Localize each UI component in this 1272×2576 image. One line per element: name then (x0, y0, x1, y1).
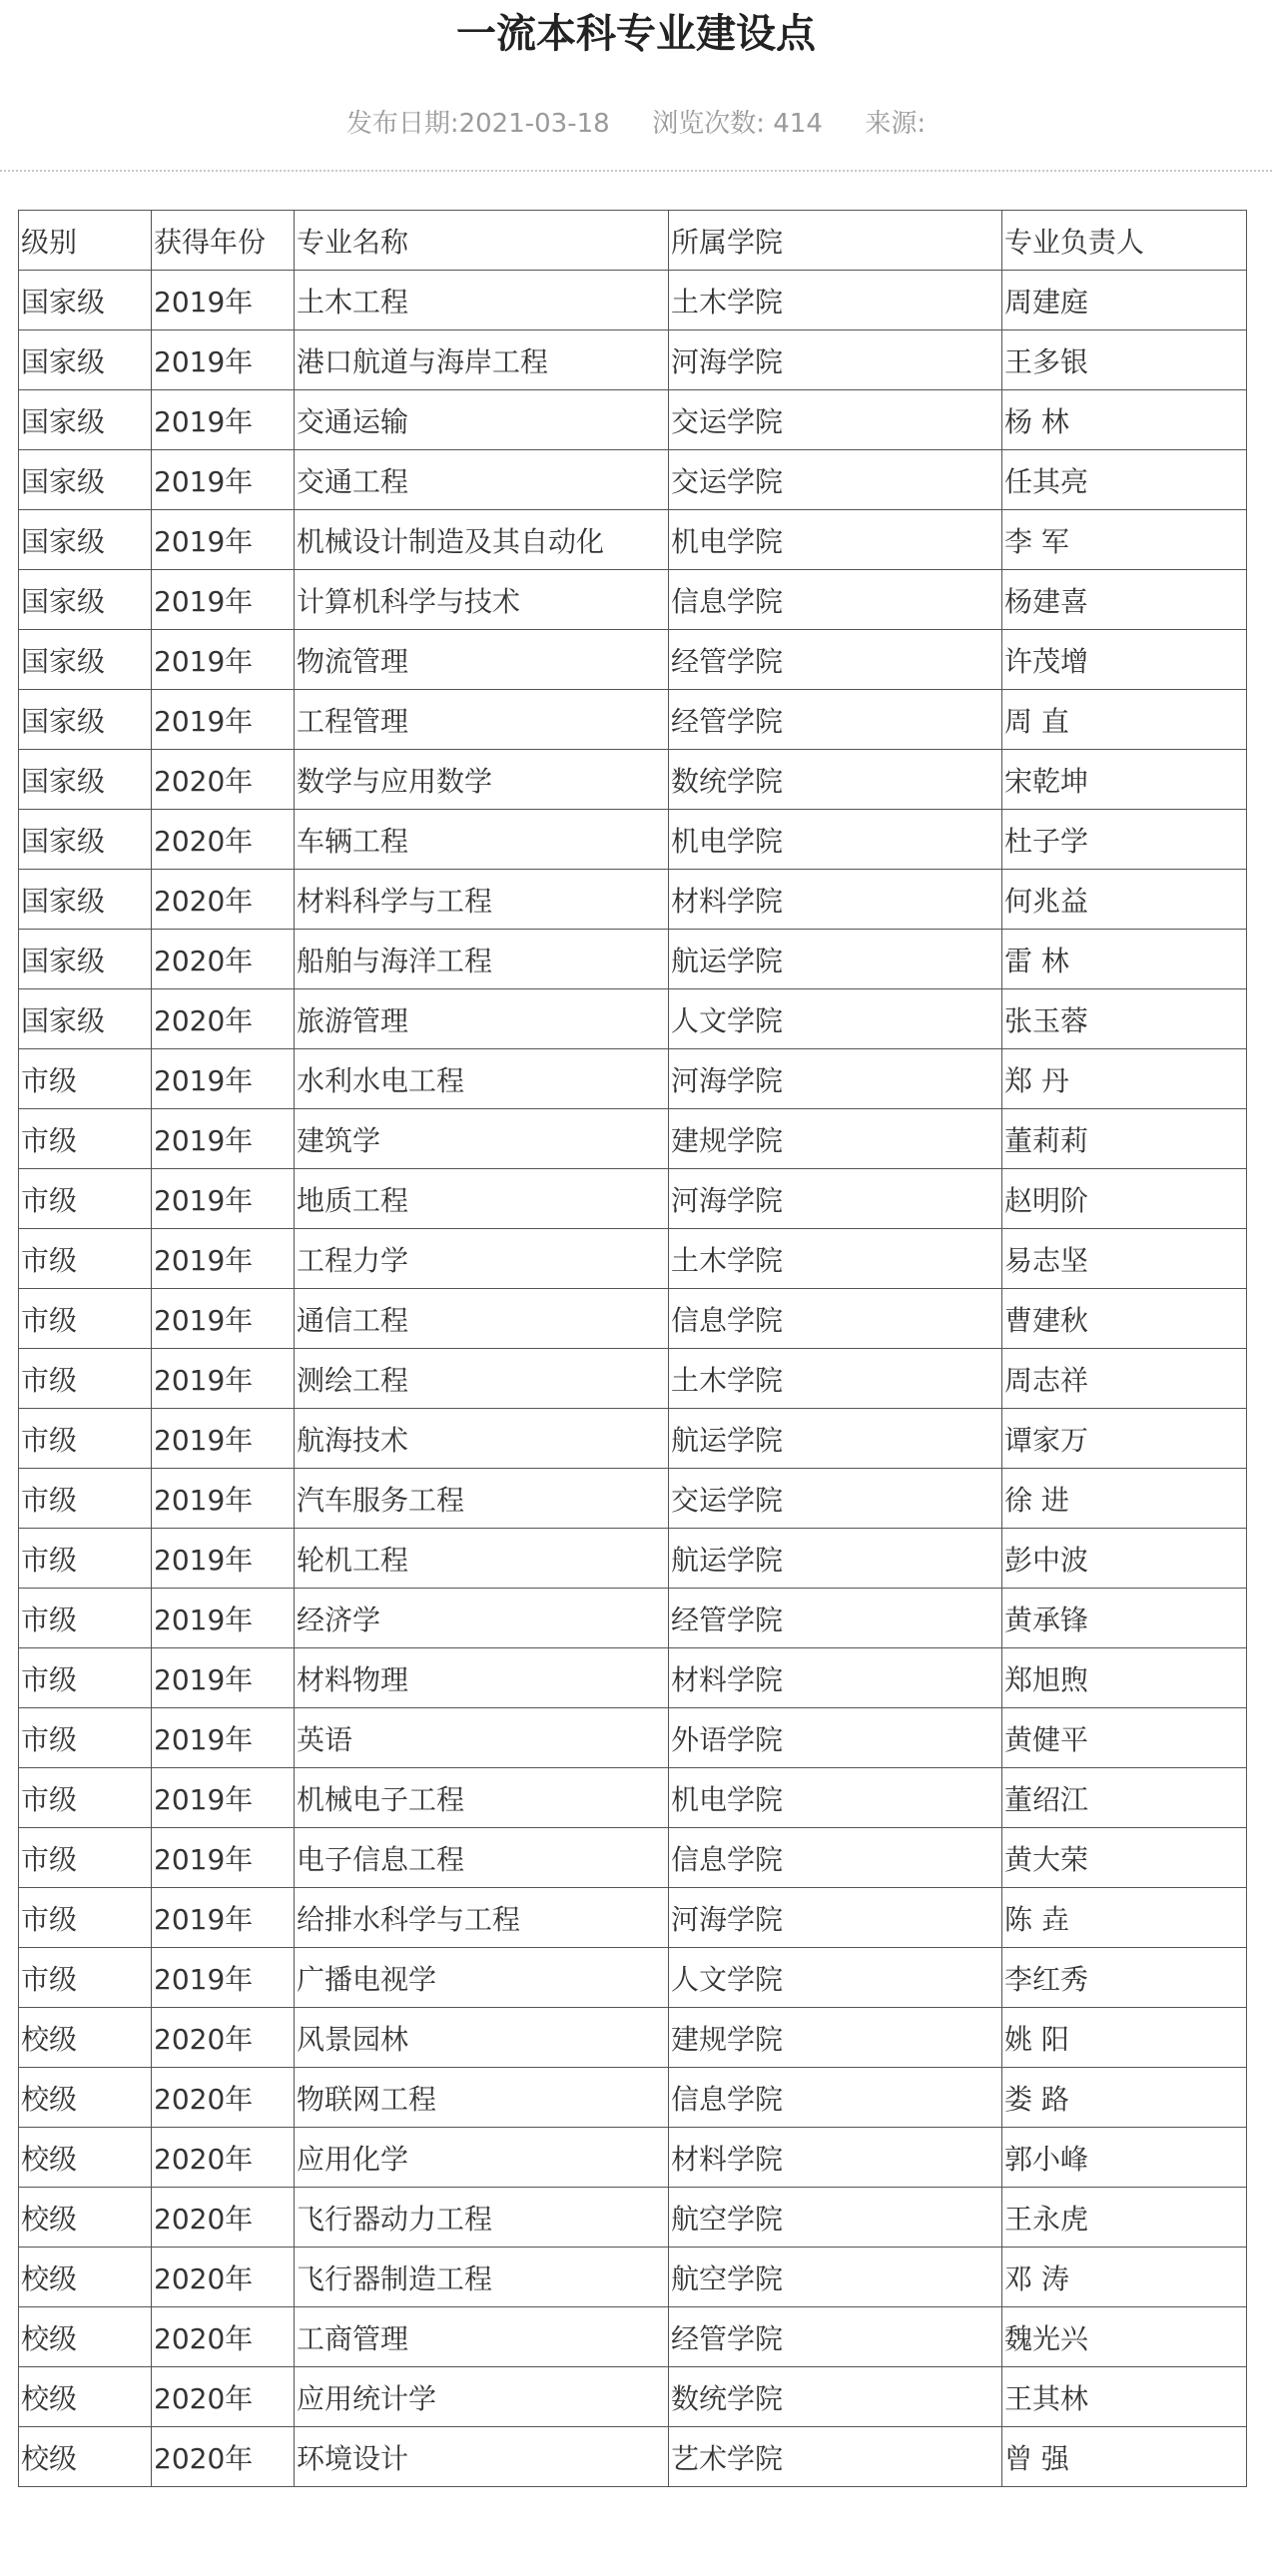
table-row (19, 1109, 1247, 1169)
cell-major: 地质工程 (295, 1169, 669, 1229)
cell-major: 计算机科学与技术 (295, 570, 669, 630)
cell-level: 市级 (19, 1229, 152, 1289)
cell-leader: 周建庭 (1002, 271, 1247, 330)
cell-level: 市级 (19, 1169, 152, 1229)
cell-college: 机电学院 (669, 810, 1002, 870)
cell-level: 校级 (19, 2248, 152, 2307)
cell-college: 建规学院 (669, 1109, 1002, 1169)
cell-year: 2019年 (152, 1469, 295, 1529)
cell-level: 市级 (19, 1888, 152, 1948)
cell-college: 交运学院 (669, 390, 1002, 450)
cell-level: 市级 (19, 1349, 152, 1409)
cell-year: 2020年 (152, 2427, 295, 2487)
cell-college: 经管学院 (669, 2307, 1002, 2367)
table-row (19, 450, 1247, 510)
cell-year: 2019年 (152, 450, 295, 510)
header-divider (0, 170, 1272, 172)
cell-level: 校级 (19, 2427, 152, 2487)
cell-level: 国家级 (19, 271, 152, 330)
cell-year: 2019年 (152, 1768, 295, 1828)
table-row (19, 1589, 1247, 1648)
cell-leader: 雷 林 (1002, 930, 1247, 989)
table-row (19, 2188, 1247, 2248)
cell-college: 经管学院 (669, 630, 1002, 690)
cell-leader: 任其亮 (1002, 450, 1247, 510)
cell-major: 旅游管理 (295, 989, 669, 1049)
cell-college: 外语学院 (669, 1708, 1002, 1768)
cell-level: 国家级 (19, 690, 152, 750)
cell-major: 材料科学与工程 (295, 870, 669, 930)
cell-level: 市级 (19, 1469, 152, 1529)
cell-year: 2019年 (152, 570, 295, 630)
table-row (19, 810, 1247, 870)
view-count: 414 (773, 109, 823, 139)
column-header-college: 所属学院 (669, 211, 1002, 271)
table-row (19, 1049, 1247, 1109)
cell-year: 2020年 (152, 930, 295, 989)
cell-major: 给排水科学与工程 (295, 1888, 669, 1948)
cell-year: 2020年 (152, 2307, 295, 2367)
cell-year: 2019年 (152, 271, 295, 330)
cell-major: 测绘工程 (295, 1349, 669, 1409)
table-row (19, 330, 1247, 390)
cell-college: 河海学院 (669, 1888, 1002, 1948)
cell-college: 建规学院 (669, 2008, 1002, 2068)
table-row (19, 390, 1247, 450)
publish-date-label: 发布日期: (345, 109, 459, 139)
cell-major: 机械电子工程 (295, 1768, 669, 1828)
cell-college: 航空学院 (669, 2188, 1002, 2248)
cell-major: 车辆工程 (295, 810, 669, 870)
table-row (19, 2307, 1247, 2367)
cell-year: 2019年 (152, 1109, 295, 1169)
table-row (19, 2427, 1247, 2487)
table-row (19, 2248, 1247, 2307)
cell-level: 国家级 (19, 930, 152, 989)
cell-leader: 李红秀 (1002, 1948, 1247, 2008)
cell-leader: 李 军 (1002, 510, 1247, 570)
table-body (19, 271, 1247, 2487)
cell-leader: 王永虎 (1002, 2188, 1247, 2248)
cell-level: 校级 (19, 2128, 152, 2188)
table-row (19, 930, 1247, 989)
table-row (19, 989, 1247, 1049)
cell-major: 应用统计学 (295, 2367, 669, 2427)
table-row (19, 1828, 1247, 1888)
cell-year: 2020年 (152, 2188, 295, 2248)
cell-leader: 王多银 (1002, 330, 1247, 390)
cell-level: 校级 (19, 2307, 152, 2367)
cell-year: 2019年 (152, 390, 295, 450)
cell-level: 市级 (19, 1589, 152, 1648)
cell-leader: 邓 涛 (1002, 2248, 1247, 2307)
cell-level: 国家级 (19, 810, 152, 870)
cell-college: 航运学院 (669, 930, 1002, 989)
cell-college: 河海学院 (669, 1169, 1002, 1229)
cell-level: 校级 (19, 2068, 152, 2128)
cell-college: 航运学院 (669, 1529, 1002, 1589)
column-header-leader: 专业负责人 (1002, 211, 1247, 271)
cell-major: 汽车服务工程 (295, 1469, 669, 1529)
cell-college: 材料学院 (669, 870, 1002, 930)
cell-leader: 宋乾坤 (1002, 750, 1247, 810)
cell-level: 市级 (19, 1529, 152, 1589)
cell-leader: 张玉蓉 (1002, 989, 1247, 1049)
cell-college: 土木学院 (669, 1229, 1002, 1289)
cell-leader: 董绍江 (1002, 1768, 1247, 1828)
cell-leader: 郑 丹 (1002, 1049, 1247, 1109)
cell-college: 河海学院 (669, 330, 1002, 390)
table-row (19, 750, 1247, 810)
cell-major: 港口航道与海岸工程 (295, 330, 669, 390)
cell-college: 交运学院 (669, 1469, 1002, 1529)
cell-major: 交通工程 (295, 450, 669, 510)
cell-college: 人文学院 (669, 1948, 1002, 2008)
cell-leader: 谭家万 (1002, 1409, 1247, 1469)
cell-major: 广播电视学 (295, 1948, 669, 2008)
cell-college: 土木学院 (669, 1349, 1002, 1409)
cell-level: 市级 (19, 1828, 152, 1888)
cell-level: 国家级 (19, 390, 152, 450)
cell-year: 2020年 (152, 870, 295, 930)
cell-college: 经管学院 (669, 690, 1002, 750)
cell-level: 国家级 (19, 989, 152, 1049)
majors-table (18, 210, 1247, 2487)
cell-leader: 曹建秋 (1002, 1289, 1247, 1349)
table-row (19, 1648, 1247, 1708)
cell-leader: 徐 进 (1002, 1469, 1247, 1529)
table-row (19, 510, 1247, 570)
cell-college: 材料学院 (669, 1648, 1002, 1708)
cell-college: 经管学院 (669, 1589, 1002, 1648)
cell-major: 风景园林 (295, 2008, 669, 2068)
cell-year: 2019年 (152, 1648, 295, 1708)
cell-leader: 杜子学 (1002, 810, 1247, 870)
cell-year: 2019年 (152, 330, 295, 390)
cell-level: 国家级 (19, 750, 152, 810)
cell-leader: 姚 阳 (1002, 2008, 1247, 2068)
cell-leader: 周 直 (1002, 690, 1247, 750)
table-row (19, 2068, 1247, 2128)
cell-level: 市级 (19, 1768, 152, 1828)
cell-year: 2019年 (152, 1948, 295, 2008)
cell-college: 信息学院 (669, 1828, 1002, 1888)
cell-college: 信息学院 (669, 2068, 1002, 2128)
table-row (19, 1768, 1247, 1828)
cell-level: 市级 (19, 1049, 152, 1109)
cell-major: 建筑学 (295, 1109, 669, 1169)
cell-year: 2020年 (152, 750, 295, 810)
table-row (19, 1888, 1247, 1948)
cell-leader: 陈 垚 (1002, 1888, 1247, 1948)
cell-year: 2019年 (152, 1828, 295, 1888)
cell-college: 材料学院 (669, 2128, 1002, 2188)
cell-major: 轮机工程 (295, 1529, 669, 1589)
cell-level: 国家级 (19, 330, 152, 390)
cell-level: 市级 (19, 1409, 152, 1469)
cell-major: 数学与应用数学 (295, 750, 669, 810)
cell-college: 信息学院 (669, 570, 1002, 630)
cell-year: 2019年 (152, 1049, 295, 1109)
cell-major: 机械设计制造及其自动化 (295, 510, 669, 570)
cell-major: 工商管理 (295, 2307, 669, 2367)
column-header-major: 专业名称 (295, 211, 669, 271)
cell-year: 2020年 (152, 989, 295, 1049)
cell-college: 航空学院 (669, 2248, 1002, 2307)
cell-year: 2019年 (152, 1409, 295, 1469)
cell-year: 2019年 (152, 1529, 295, 1589)
cell-leader: 黄承锋 (1002, 1589, 1247, 1648)
cell-major: 环境设计 (295, 2427, 669, 2487)
cell-college: 数统学院 (669, 750, 1002, 810)
cell-year: 2019年 (152, 1169, 295, 1229)
cell-major: 工程力学 (295, 1229, 669, 1289)
cell-year: 2019年 (152, 630, 295, 690)
table-row (19, 1948, 1247, 2008)
cell-leader: 曾 强 (1002, 2427, 1247, 2487)
cell-year: 2020年 (152, 2068, 295, 2128)
table-row (19, 630, 1247, 690)
cell-major: 水利水电工程 (295, 1049, 669, 1109)
cell-college: 机电学院 (669, 1768, 1002, 1828)
cell-year: 2019年 (152, 1349, 295, 1409)
table-row (19, 2367, 1247, 2427)
view-count-label: 浏览次数: (652, 109, 765, 139)
table-row (19, 1349, 1247, 1409)
cell-level: 校级 (19, 2367, 152, 2427)
cell-year: 2019年 (152, 1229, 295, 1289)
cell-major: 土木工程 (295, 271, 669, 330)
publish-date: 2021-03-18 (458, 109, 610, 139)
cell-year: 2020年 (152, 2128, 295, 2188)
cell-leader: 何兆益 (1002, 870, 1247, 930)
cell-year: 2019年 (152, 690, 295, 750)
cell-college: 河海学院 (669, 1049, 1002, 1109)
cell-leader: 杨建喜 (1002, 570, 1247, 630)
cell-level: 市级 (19, 1648, 152, 1708)
cell-level: 校级 (19, 2008, 152, 2068)
cell-level: 校级 (19, 2188, 152, 2248)
cell-major: 飞行器制造工程 (295, 2248, 669, 2307)
cell-leader: 王其林 (1002, 2367, 1247, 2427)
cell-year: 2020年 (152, 2248, 295, 2307)
table-row (19, 1469, 1247, 1529)
cell-major: 英语 (295, 1708, 669, 1768)
table-row (19, 1529, 1247, 1589)
cell-leader: 赵明阶 (1002, 1169, 1247, 1229)
cell-college: 土木学院 (669, 271, 1002, 330)
table-header-row (19, 211, 1247, 271)
cell-leader: 董莉莉 (1002, 1109, 1247, 1169)
cell-level: 国家级 (19, 510, 152, 570)
cell-college: 人文学院 (669, 989, 1002, 1049)
cell-level: 国家级 (19, 630, 152, 690)
cell-major: 航海技术 (295, 1409, 669, 1469)
cell-leader: 郭小峰 (1002, 2128, 1247, 2188)
cell-leader: 魏光兴 (1002, 2307, 1247, 2367)
table-row (19, 1169, 1247, 1229)
cell-level: 市级 (19, 1289, 152, 1349)
column-header-year: 获得年份 (152, 211, 295, 271)
cell-major: 飞行器动力工程 (295, 2188, 669, 2248)
cell-college: 交运学院 (669, 450, 1002, 510)
cell-major: 船舶与海洋工程 (295, 930, 669, 989)
cell-year: 2019年 (152, 510, 295, 570)
cell-level: 国家级 (19, 870, 152, 930)
cell-year: 2020年 (152, 2008, 295, 2068)
source-label: 来源: (865, 109, 927, 139)
table-row (19, 1708, 1247, 1768)
table-row (19, 1229, 1247, 1289)
cell-major: 电子信息工程 (295, 1828, 669, 1888)
cell-year: 2019年 (152, 1589, 295, 1648)
cell-major: 应用化学 (295, 2128, 669, 2188)
cell-leader: 彭中波 (1002, 1529, 1247, 1589)
cell-college: 信息学院 (669, 1289, 1002, 1349)
article-meta (0, 104, 1272, 144)
cell-leader: 周志祥 (1002, 1349, 1247, 1409)
table-row (19, 570, 1247, 630)
table-row (19, 870, 1247, 930)
cell-major: 物联网工程 (295, 2068, 669, 2128)
cell-level: 市级 (19, 1708, 152, 1768)
cell-year: 2020年 (152, 2367, 295, 2427)
cell-leader: 许茂增 (1002, 630, 1247, 690)
cell-leader: 黄大荣 (1002, 1828, 1247, 1888)
cell-major: 材料物理 (295, 1648, 669, 1708)
table-row (19, 1409, 1247, 1469)
cell-major: 交通运输 (295, 390, 669, 450)
cell-level: 市级 (19, 1109, 152, 1169)
cell-leader: 易志坚 (1002, 1229, 1247, 1289)
cell-college: 航运学院 (669, 1409, 1002, 1469)
page-title: 一流本科专业建设点 (456, 11, 816, 57)
cell-year: 2019年 (152, 1888, 295, 1948)
table-row (19, 1289, 1247, 1349)
cell-major: 通信工程 (295, 1289, 669, 1349)
cell-major: 物流管理 (295, 630, 669, 690)
cell-year: 2020年 (152, 810, 295, 870)
cell-leader: 杨 林 (1002, 390, 1247, 450)
cell-major: 经济学 (295, 1589, 669, 1648)
cell-level: 国家级 (19, 570, 152, 630)
cell-year: 2019年 (152, 1708, 295, 1768)
table-row (19, 2008, 1247, 2068)
column-header-level: 级别 (19, 211, 152, 271)
cell-college: 数统学院 (669, 2367, 1002, 2427)
cell-level: 国家级 (19, 450, 152, 510)
cell-college: 机电学院 (669, 510, 1002, 570)
cell-leader: 郑旭煦 (1002, 1648, 1247, 1708)
cell-college: 艺术学院 (669, 2427, 1002, 2487)
cell-level: 市级 (19, 1948, 152, 2008)
table-row (19, 2128, 1247, 2188)
cell-leader: 黄健平 (1002, 1708, 1247, 1768)
cell-year: 2019年 (152, 1289, 295, 1349)
table-row (19, 271, 1247, 330)
cell-major: 工程管理 (295, 690, 669, 750)
table-row (19, 690, 1247, 750)
cell-leader: 娄 路 (1002, 2068, 1247, 2128)
